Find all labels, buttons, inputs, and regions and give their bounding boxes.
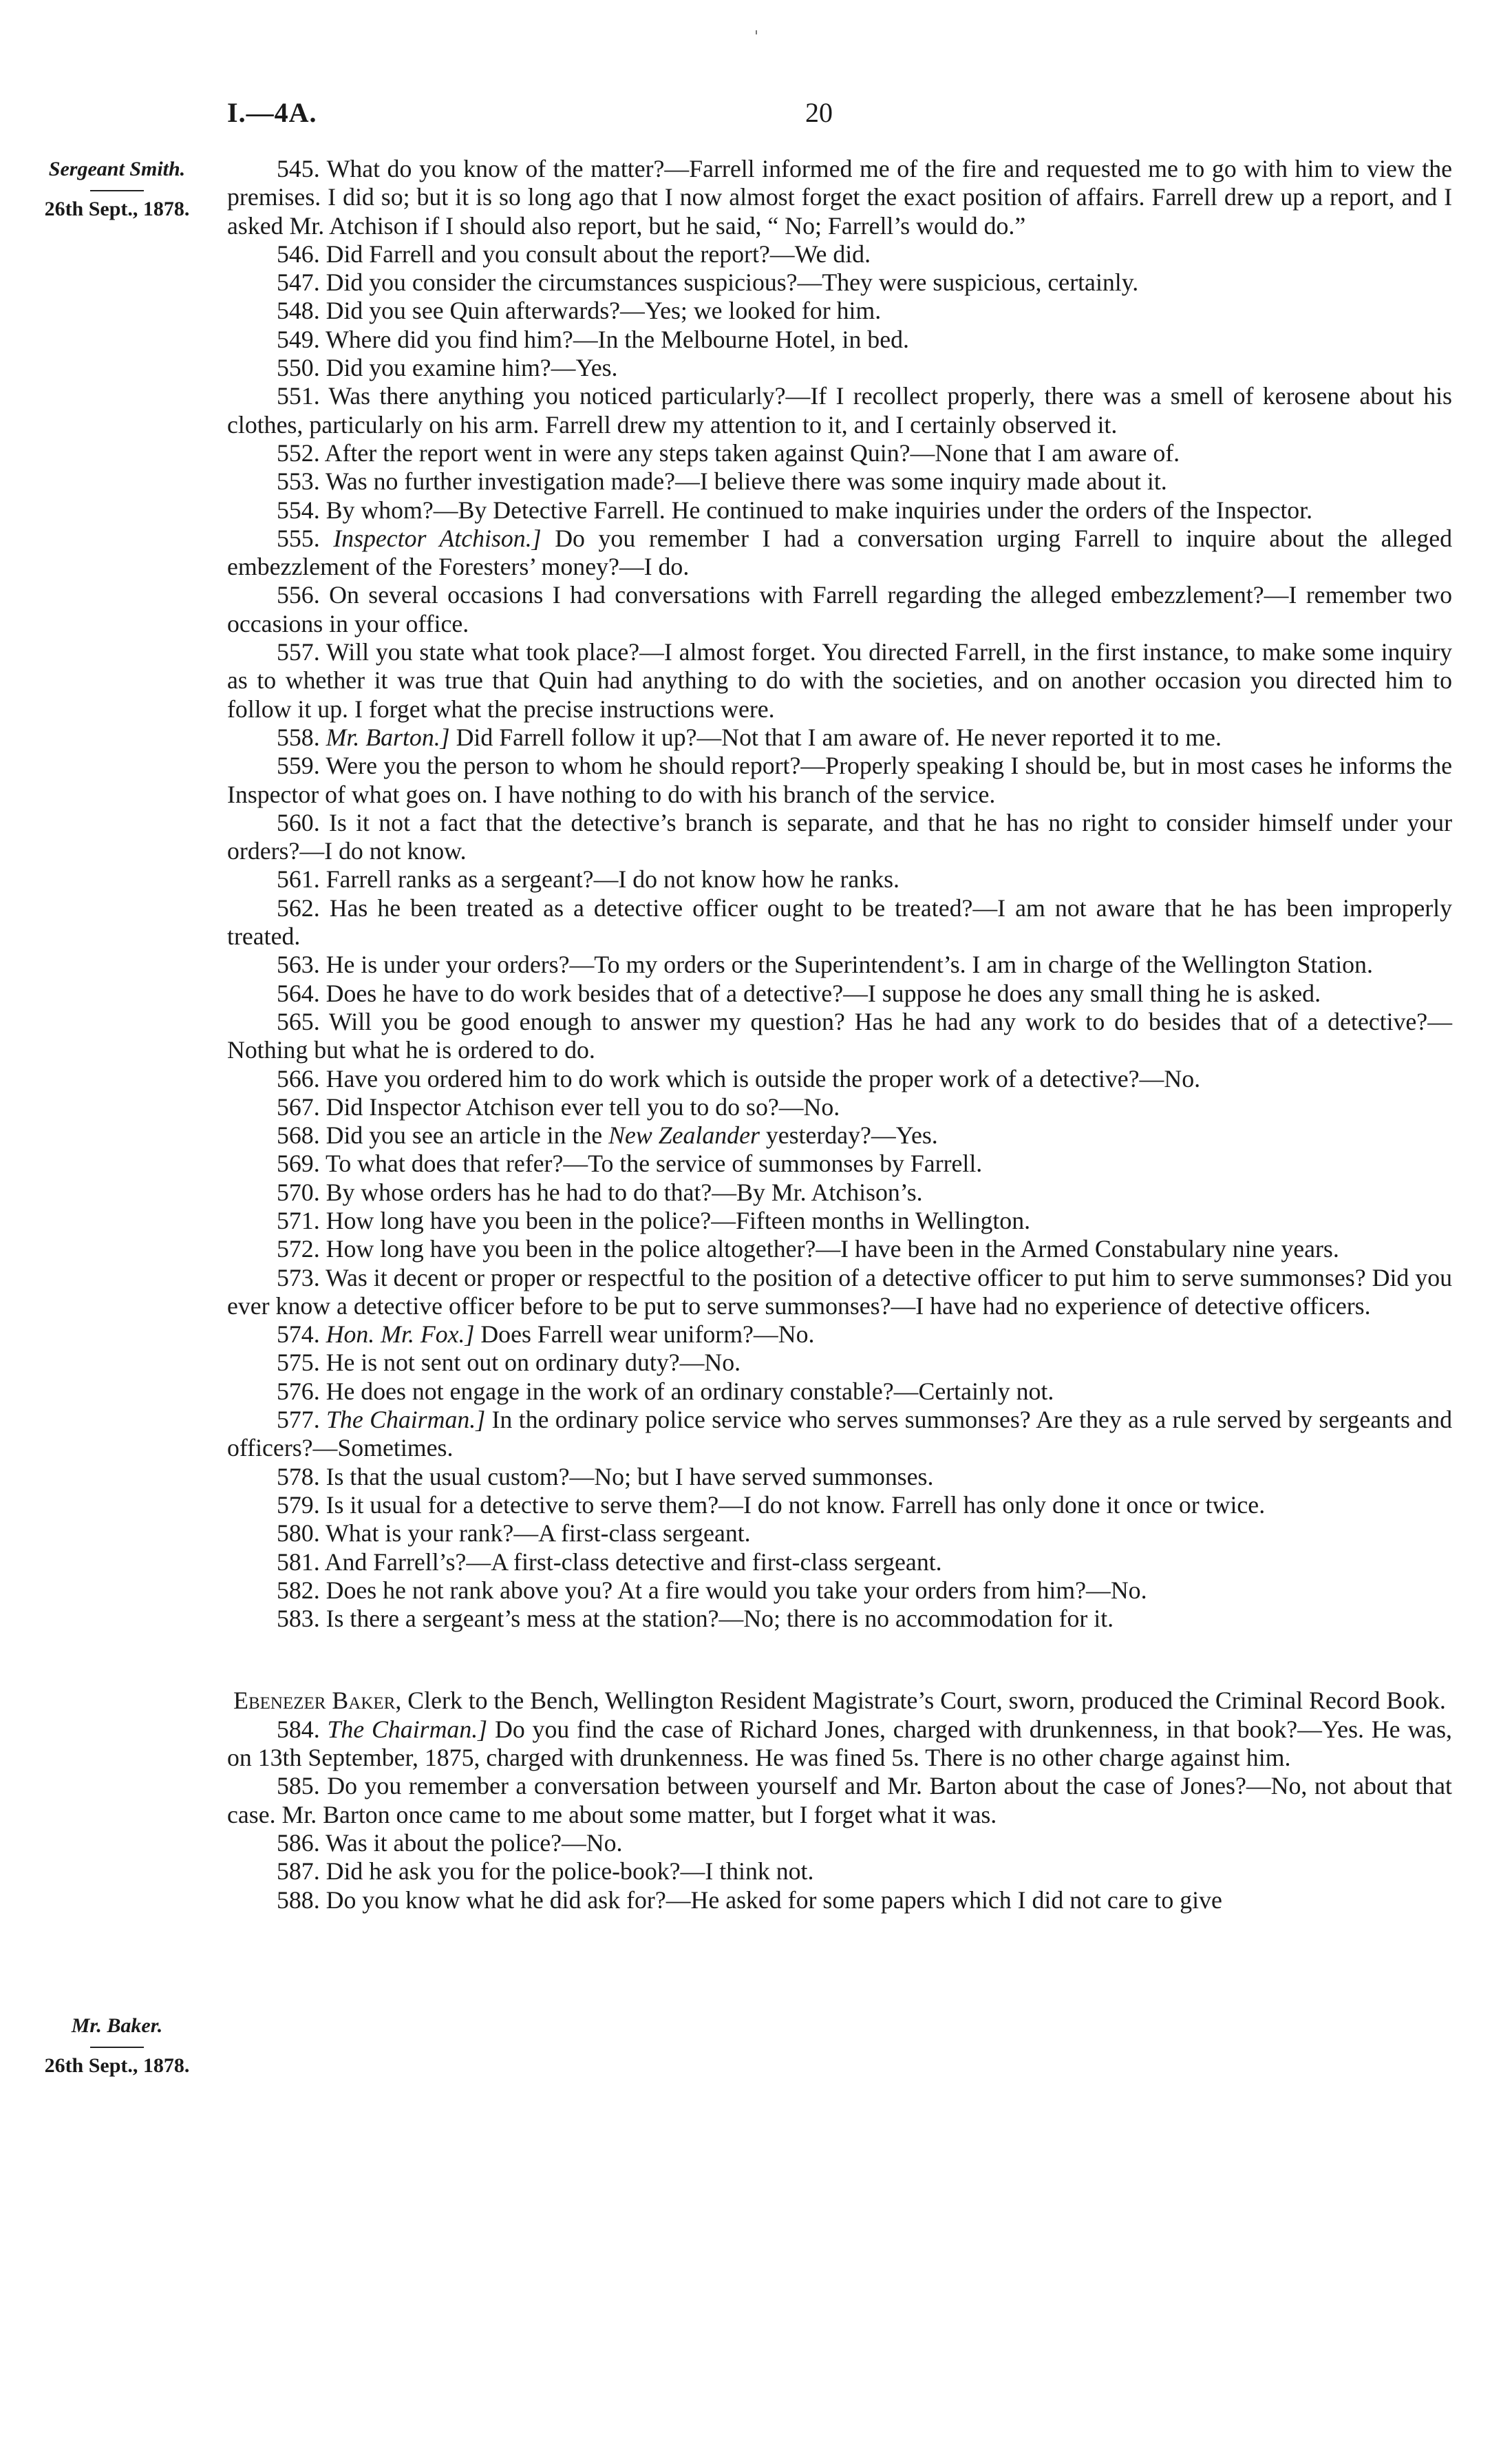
question-paragraph [227,1349,1452,1377]
question-number: 577. [277,1406,320,1434]
question-paragraph [227,354,1452,382]
question-paragraph [227,496,1452,525]
question-paragraph [227,326,1452,354]
question-number: 585. [277,1772,320,1800]
margin-note-rule [90,2047,144,2048]
question-paragraph [227,1406,1452,1463]
question-number: 556. [277,581,320,609]
question-number: 576. [277,1377,320,1405]
question-paragraph [227,724,1452,752]
question-text: Do you know what he did ask for?—He asked for some papers which I did not care to give [326,1886,1222,1914]
question-paragraph [227,525,1452,582]
question-number: 550. [277,354,320,382]
question-number: 587. [277,1857,320,1886]
witness-intro-text: , Clerk to the Bench, Wellington Resident Magistrate’s Court, sworn, produced the Criminal Record Book. [395,1687,1446,1715]
question-text: What is your rank?—A first-class sergeant. [325,1519,751,1548]
question-number: 548. [277,297,320,325]
question-paragraph [227,1576,1452,1605]
question-paragraph [227,1065,1452,1093]
question-number: 580. [277,1519,320,1548]
question-text: To what does that refer?—To the service of summonses by Farrell. [325,1150,983,1178]
question-number: 569. [277,1150,320,1178]
question-paragraph [227,467,1452,496]
margin-note-name: Mr. Baker. [71,2014,163,2037]
question-paragraph [227,1207,1452,1235]
question-number: 573. [277,1263,320,1291]
question-paragraph [227,752,1452,809]
question-paragraph [227,581,1452,638]
question-number: 588. [277,1886,320,1914]
question-number: 570. [277,1178,320,1206]
question-text: How long have you been in the police?—Fifteen months in Wellington. [326,1206,1031,1234]
testimony-part-smith [227,155,1452,1633]
question-text: Was it decent or proper or respectful to the position of a detective officer to put him to serve summonses? Did you ever know a detective officer before to be put to serve summonses?—I have had no experience of detective officers. [227,1263,1452,1320]
margin-note-sergeant-smith [21,157,213,222]
question-text: Is it usual for a detective to serve them?—I do not know. Farrell has only done it once or twice. [326,1490,1266,1519]
question-paragraph [227,1715,1452,1773]
question-paragraph [227,439,1452,467]
question-paragraph [227,1772,1452,1829]
question-paragraph [227,1150,1452,1178]
testimony-body [227,155,1452,1914]
question-text: Do you remember a conversation between yourself and Mr. Barton about the case of Jones?—No, not about that case. Mr. Barton once came to me about some matter, but I forget what it was. [227,1772,1452,1828]
question-paragraph [227,155,1452,240]
question-text: In the ordinary police service who serves summonses? Are they as a rule served by sergeants and officers?—Sometimes. [227,1406,1452,1462]
question-number: 574. [277,1320,320,1349]
question-paragraph [227,1235,1452,1263]
question-paragraph [227,638,1452,724]
question-paragraph [227,809,1452,866]
question-paragraph [227,1857,1452,1886]
question-text: Does he not rank above you? At a fire would you take your orders from him?—No. [326,1576,1147,1604]
speaker-label: Inspector Atchison.] [333,524,542,552]
question-paragraph [227,1491,1452,1519]
speaker-label: The Chairman.] [326,1406,486,1434]
question-text: What do you know of the matter?—Farrell informed me of the fire and requested me to go with him to view the premises. I did so; but it is so long ago that I now almost forget the exact position of affairs. Farrell drew up a report, and I asked Mr. Atchison if I should also report, but he said, “ No; Farrell’s would do.” [227,155,1452,240]
question-number: 551. [277,382,320,410]
question-text: After the report went in were any steps taken against Quin?—None that I am aware of. [324,439,1180,467]
question-number: 552. [277,439,320,467]
question-paragraph [227,980,1452,1008]
question-number: 575. [277,1349,320,1377]
question-text: Is it not a fact that the detective’s branch is separate, and that he has no right to consider himself under your orders?—I do not know. [227,808,1452,865]
question-number: 582. [277,1576,320,1604]
question-number: 579. [277,1490,320,1519]
question-paragraph [227,240,1452,268]
question-text: Did you see Quin afterwards?—Yes; we looked for him. [326,297,882,325]
question-paragraph [227,951,1452,979]
question-number: 564. [277,979,320,1007]
margin-note-rule [90,190,144,191]
margin-note-date: 26th Sept., 1878. [44,198,190,220]
page-header [227,96,1452,138]
question-text: Where did you find him?—In the Melbourne Hotel, in bed. [325,325,909,353]
question-number: 554. [277,496,320,524]
testimony-part-baker [227,1715,1452,1914]
question-paragraph [227,894,1452,951]
margin-note-name: Sergeant Smith. [48,158,186,180]
question-paragraph [227,268,1452,297]
question-paragraph [227,1179,1452,1207]
speaker-label: Hon. Mr. Fox.] [326,1320,475,1349]
question-text: Has he been treated as a detective officer ought to be treated?—I am not aware that he has been improperly treated. [227,894,1453,951]
question-paragraph [227,1519,1452,1548]
question-text: How long have you been in the police altogether?—I have been in the Armed Constabulary nine years. [326,1235,1339,1263]
question-paragraph [227,1093,1452,1121]
question-paragraph [227,1463,1452,1491]
question-paragraph [227,1886,1452,1914]
question-number: 584. [277,1715,320,1743]
question-number: 568. [277,1121,320,1150]
question-text: Was no further investigation made?—I believe there was some inquiry made about it. [325,467,1167,496]
question-text: yesterday?—Yes. [759,1121,938,1150]
witness-introduction [227,1687,1452,1715]
question-text: By whom?—By Detective Farrell. He continued to make inquiries under the orders of the Inspector. [326,496,1313,524]
question-text: Does he have to do work besides that of a detective?—I suppose he does any small thing he is asked. [326,979,1321,1007]
question-number: 586. [277,1828,320,1857]
question-number: 559. [277,752,320,780]
question-text: Is there a sergeant’s mess at the station?—No; there is no accommodation for it. [326,1605,1114,1633]
question-paragraph [227,1829,1452,1857]
question-number: 566. [277,1064,320,1092]
question-text: Do you remember I had a conversation urging Farrell to inquire about the alleged embezzlement of the Foresters’ money?—I do. [227,524,1453,581]
question-text: Were you the person to whom he should report?—Properly speaking I should be, but in most cases he informs the Inspector of what goes on. I have nothing to do with his branch of the service. [227,752,1452,808]
question-text-lead: Did you see an article in the [326,1121,609,1150]
question-paragraph [227,382,1452,439]
publication-title: New Zealander [608,1121,760,1150]
question-text: Did Farrell follow it up?—Not that I am aware of. He never reported it to me. [456,723,1222,751]
witness-name: Ebenezer Baker [233,1687,396,1715]
question-paragraph [227,1264,1452,1321]
question-paragraph [227,1121,1452,1150]
question-paragraph [227,1548,1452,1576]
question-text: By whose orders has he had to do that?—By Mr. Atchison’s. [326,1178,923,1206]
question-text: Is that the usual custom?—No; but I have served summonses. [326,1462,934,1490]
speaker-label: The Chairman.] [327,1715,488,1743]
question-number: 545. [277,155,320,182]
question-number: 560. [277,808,320,836]
question-text: Do you find the case of Richard Jones, charged with drunkenness, in that book?—Yes. He was, on 13th September, 1875, charged with drunkenness. He was fined 5s. There is no other charge against him. [227,1715,1452,1772]
question-text: Did you consider the circumstances suspicious?—They were suspicious, certainly. [326,268,1139,297]
question-number: 563. [277,951,320,979]
speaker-label: Mr. Barton.] [326,723,450,751]
margin-note-date: 26th Sept., 1878. [44,2054,190,2077]
question-number: 557. [277,638,320,666]
question-number: 562. [277,894,320,922]
question-number: 583. [277,1605,320,1633]
question-paragraph [227,865,1452,894]
question-text: He does not engage in the work of an ordinary constable?—Certainly not. [326,1377,1054,1405]
margin-note-mr-baker [21,2014,213,2078]
question-number: 555. [277,524,320,552]
question-paragraph [227,297,1452,325]
question-text: Will you state what took place?—I almost forget. You directed Farrell, in the first instance, to make some inquiry as to whether it was true that Quin had anything to do with the societies, and on another occasion you directed him to follow it up. I forget what the precise instructions were. [227,638,1452,723]
question-text: Will you be good enough to answer my question? Has he had any work to do besides that of a detective?—Nothing but what he is ordered to do. [227,1007,1452,1064]
question-text: Did he ask you for the police-book?—I think not. [326,1857,814,1886]
question-text: Did Farrell and you consult about the report?—We did. [326,240,871,268]
scan-mark [756,30,757,34]
document-reference: I.—4A. [227,97,317,128]
question-number: 561. [277,865,320,894]
question-paragraph [227,1377,1452,1406]
question-number: 546. [277,240,320,268]
question-text: Did you examine him?—Yes. [326,354,618,382]
question-text: Did Inspector Atchison ever tell you to do so?—No. [326,1092,840,1121]
question-number: 571. [277,1206,320,1234]
question-number: 547. [277,268,320,297]
question-text: He is not sent out on ordinary duty?—No. [326,1349,741,1377]
question-text: Does Farrell wear uniform?—No. [480,1320,815,1349]
question-text: Farrell ranks as a sergeant?—I do not know how he ranks. [326,865,899,894]
question-text: Was there anything you noticed particularly?—If I recollect properly, there was a smell of kerosene about his clothes, particularly on his arm. Farrell drew my attention to it, and I certainly observed it. [227,382,1452,439]
question-number: 581. [277,1548,320,1576]
question-number: 578. [277,1462,320,1490]
question-number: 553. [277,467,320,496]
question-number: 567. [277,1092,320,1121]
question-number: 572. [277,1235,320,1263]
question-number: 558. [277,723,320,751]
question-text: On several occasions I had conversations with Farrell regarding the alleged embezzlement?—I remember two occasions in your office. [227,581,1452,637]
question-number: 549. [277,325,320,353]
question-text: Was it about the police?—No. [325,1828,623,1857]
question-text: He is under your orders?—To my orders or the Superintendent’s. I am in charge of the Wellington Station. [326,951,1373,979]
question-paragraph [227,1605,1452,1633]
question-paragraph [227,1008,1452,1065]
question-paragraph [227,1320,1452,1349]
question-number: 565. [277,1007,320,1035]
question-text: And Farrell’s?—A first-class detective and first-class sergeant. [324,1548,942,1576]
question-text: Have you ordered him to do work which is outside the proper work of a detective?—No. [326,1064,1201,1092]
page-number: 20 [805,97,833,128]
